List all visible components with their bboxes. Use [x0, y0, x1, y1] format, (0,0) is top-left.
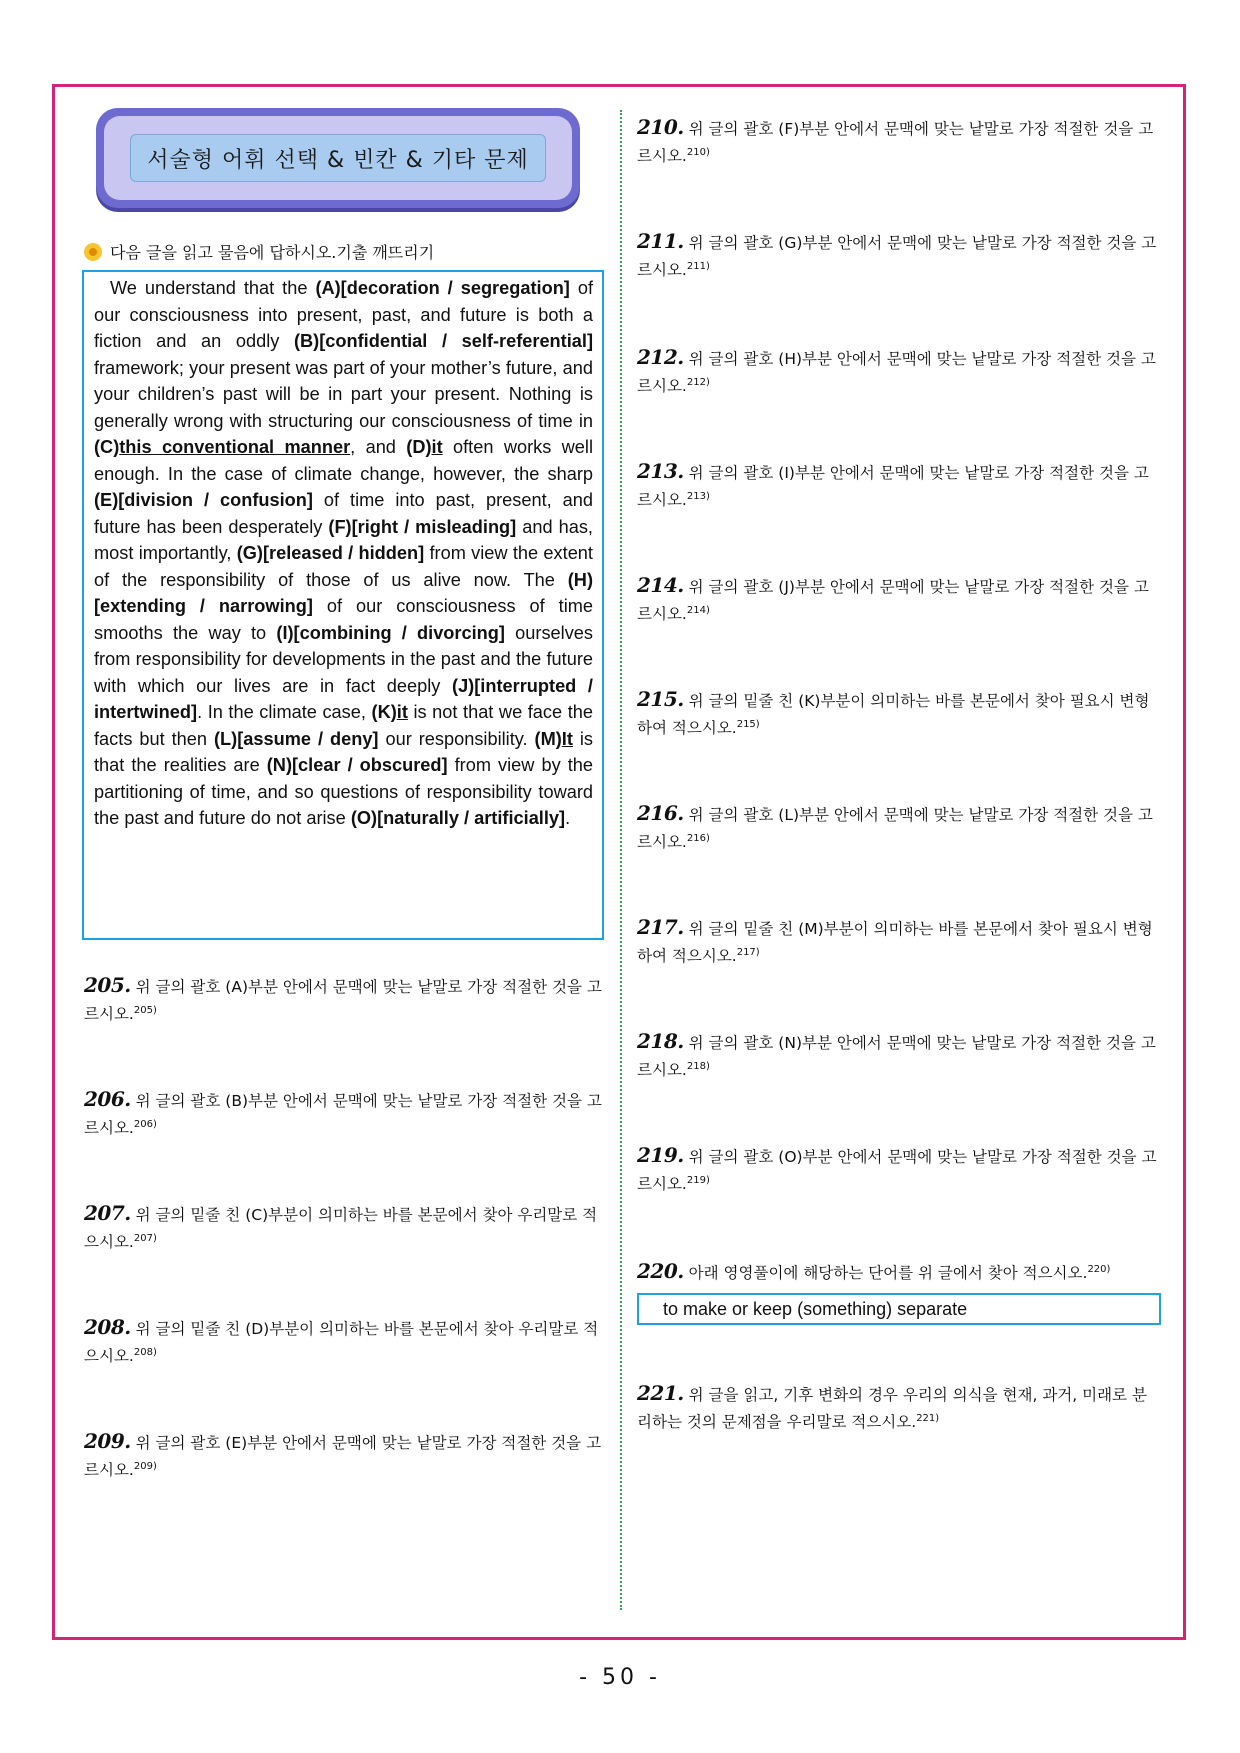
question-212 [637, 346, 1161, 398]
bracket-choice: (A)[decoration / segregation] [315, 278, 570, 298]
bracket-choice: (D) [406, 437, 432, 457]
question-number: 218. [637, 1029, 684, 1053]
question-206 [84, 1088, 604, 1140]
underlined-phrase: this conventional manner [119, 437, 351, 457]
passage-text: from view the extent of the responsibility of those of us alive now. The [94, 543, 593, 590]
passage-text: . In the climate case, [197, 702, 372, 722]
question-210 [637, 116, 1161, 168]
footnote-ref: 219) [686, 1175, 710, 1186]
footnote-ref: 206) [133, 1119, 157, 1130]
footnote-ref: 210) [686, 147, 710, 158]
reading-passage [82, 270, 604, 940]
question-text: 위 글의 밑줄 친 (D)부분이 의미하는 바를 본문에서 찾아 우리말로 적으시오. [84, 1320, 599, 1366]
definition-box: to make or keep (something) separate [637, 1293, 1161, 1325]
question-205 [84, 974, 604, 1026]
passage-text: and has, most importantly, [94, 516, 593, 563]
footnote-ref: 221) [916, 1413, 940, 1424]
question-208 [84, 1316, 604, 1368]
question-text: 위 글의 괄호 (I)부분 안에서 문맥에 맞는 낱말로 가장 적절한 것을 고르시오. [637, 464, 1149, 510]
question-text: 위 글의 괄호 (O)부분 안에서 문맥에 맞는 낱말로 가장 적절한 것을 고르시오. [637, 1148, 1157, 1194]
passage-text: . [565, 808, 571, 828]
bracket-choice: (G)[released / hidden] [236, 543, 425, 563]
question-213 [637, 460, 1161, 512]
bracket-choice: (K) [371, 702, 397, 722]
question-number: 216. [637, 801, 684, 825]
passage-text: , and [350, 437, 407, 457]
question-text: 위 글의 밑줄 친 (M)부분이 의미하는 바를 본문에서 찾아 필요시 변형하여 적으시오. [637, 920, 1153, 966]
question-number: 221. [637, 1381, 684, 1405]
question-number: 209. [84, 1429, 131, 1453]
footnote-ref: 208) [133, 1347, 157, 1358]
instruction-text: 다음 글을 읽고 물음에 답하시오.기출 깨뜨리기 [110, 243, 435, 262]
passage-text: from view by the partitioning of time, and so questions of responsibility toward the past and future do not arise [94, 755, 594, 828]
question-214 [637, 574, 1161, 626]
question-number: 212. [637, 345, 684, 369]
question-number: 219. [637, 1143, 684, 1167]
footnote-ref: 207) [133, 1233, 157, 1244]
flower-icon [84, 243, 102, 261]
bracket-choice: (F)[right / misleading] [328, 516, 517, 537]
footnote-ref: 209) [133, 1461, 157, 1472]
question-text: 위 글의 밑줄 친 (K)부분이 의미하는 바를 본문에서 찾아 필요시 변형하여 적으시오. [637, 692, 1150, 738]
question-218 [637, 1030, 1161, 1082]
bracket-choice: (N)[clear / obscured] [266, 755, 448, 775]
passage-text: is not that we face the facts but then [94, 702, 593, 749]
underlined-phrase: it [396, 702, 408, 722]
question-number: 220. [637, 1259, 684, 1284]
footnote-ref: 213) [686, 491, 710, 502]
bracket-choice: (E)[division / confusion] [94, 490, 313, 510]
question-number: 208. [84, 1315, 131, 1339]
section-title-badge [96, 108, 580, 208]
underlined-phrase: it [431, 437, 443, 457]
question-211 [637, 230, 1161, 282]
footnote-ref: 212) [686, 377, 710, 388]
question-number: 207. [84, 1201, 131, 1225]
passage-text: ourselves from responsibility for developments in the past and the future with which our lives are in fact deeply [94, 622, 594, 696]
footnote-ref: 205) [133, 1005, 157, 1016]
question-text: 위 글의 괄호 (A)부분 안에서 문맥에 맞는 낱말로 가장 적절한 것을 고르시오. [84, 978, 602, 1024]
question-number: 206. [84, 1087, 131, 1111]
bracket-choice: (J)[interrupted / intertwined] [94, 675, 593, 722]
question-number: 217. [637, 915, 684, 939]
question-221 [637, 1382, 1161, 1434]
question-text: 위 글의 괄호 (L)부분 안에서 문맥에 맞는 낱말로 가장 적절한 것을 고르시오. [637, 806, 1153, 852]
bracket-choice: (M) [534, 728, 562, 749]
underlined-phrase: It [561, 728, 573, 749]
footnote-ref: 217) [736, 947, 760, 958]
bracket-choice: (B)[confidential / self-referential] [293, 331, 594, 351]
question-number: 215. [637, 687, 684, 711]
passage-text: framework; your present was part of your mother’s future, and your children’s past will be in part your present. Nothing is generally wrong with structuring our consciousness of time in [94, 357, 593, 431]
question-219 [637, 1144, 1161, 1196]
question-text: 위 글의 괄호 (J)부분 안에서 문맥에 맞는 낱말로 가장 적절한 것을 고르시오. [637, 578, 1149, 624]
footnote-ref: 214) [686, 605, 710, 616]
section-title: 서술형 어휘 선택 & 빈칸 & 기타 문제 [130, 134, 546, 182]
footnote-ref: 215) [736, 719, 760, 730]
question-text: 아래 영영풀이에 해당하는 단어를 위 글에서 찾아 적으시오. [688, 1264, 1088, 1283]
question-number: 210. [637, 115, 684, 139]
instruction-line [84, 240, 434, 263]
question-215 [637, 688, 1161, 740]
question-number: 211. [637, 229, 684, 253]
footnote-ref: 211) [686, 261, 710, 272]
question-209 [84, 1430, 604, 1482]
question-text: 위 글의 괄호 (H)부분 안에서 문맥에 맞는 낱말로 가장 적절한 것을 고르시오. [637, 350, 1156, 396]
question-number: 213. [637, 459, 684, 483]
bracket-choice: (C) [94, 437, 120, 457]
question-217 [637, 916, 1161, 968]
passage-text: of our consciousness of time smooths the way to [94, 596, 594, 643]
footnote-ref: 216) [686, 833, 710, 844]
passage-text: our responsibility. [378, 728, 535, 749]
footnote-ref: 220) [1087, 1264, 1111, 1275]
question-number: 214. [637, 573, 684, 597]
question-220 [637, 1258, 1161, 1285]
question-text: 위 글의 괄호 (G)부분 안에서 문맥에 맞는 낱말로 가장 적절한 것을 고르시오. [637, 234, 1157, 280]
passage-text: is that the realities are [94, 728, 594, 775]
question-text: 위 글의 괄호 (F)부분 안에서 문맥에 맞는 낱말로 가장 적절한 것을 고르시오. [637, 120, 1154, 166]
question-text: 위 글의 괄호 (E)부분 안에서 문맥에 맞는 낱말로 가장 적절한 것을 고르시오. [84, 1434, 602, 1480]
passage-text: of our consciousness into present, past, and future is both a fiction and an oddly [94, 278, 594, 351]
bracket-choice: (O)[naturally / artificially] [350, 808, 566, 828]
passage-text: We understand that the [109, 278, 316, 298]
footnote-ref: 218) [686, 1061, 710, 1072]
bracket-choice: (L)[assume / deny] [213, 728, 379, 749]
question-text: 위 글의 밑줄 친 (C)부분이 의미하는 바를 본문에서 찾아 우리말로 적으시오. [84, 1206, 598, 1252]
question-number: 205. [84, 973, 131, 997]
question-207 [84, 1202, 604, 1254]
question-text: 위 글의 괄호 (B)부분 안에서 문맥에 맞는 낱말로 가장 적절한 것을 고르시오. [84, 1092, 602, 1138]
question-text: 위 글을 읽고, 기후 변화의 경우 우리의 의식을 현재, 과거, 미래로 분리하는 것의 문제점을 우리말로 적으시오. [637, 1386, 1147, 1432]
column-divider [620, 110, 622, 1610]
passage-text: often works well enough. In the case of climate change, however, the sharp [94, 437, 593, 484]
bracket-choice: (H)[extending / narrowing] [94, 569, 593, 616]
bracket-choice: (I)[combining / divorcing] [276, 622, 505, 643]
question-text: 위 글의 괄호 (N)부분 안에서 문맥에 맞는 낱말로 가장 적절한 것을 고르시오. [637, 1034, 1156, 1080]
question-216 [637, 802, 1161, 854]
page-number: - 50 - [579, 1665, 661, 1690]
passage-text: of time into past, present, and future has been desperately [94, 490, 594, 537]
